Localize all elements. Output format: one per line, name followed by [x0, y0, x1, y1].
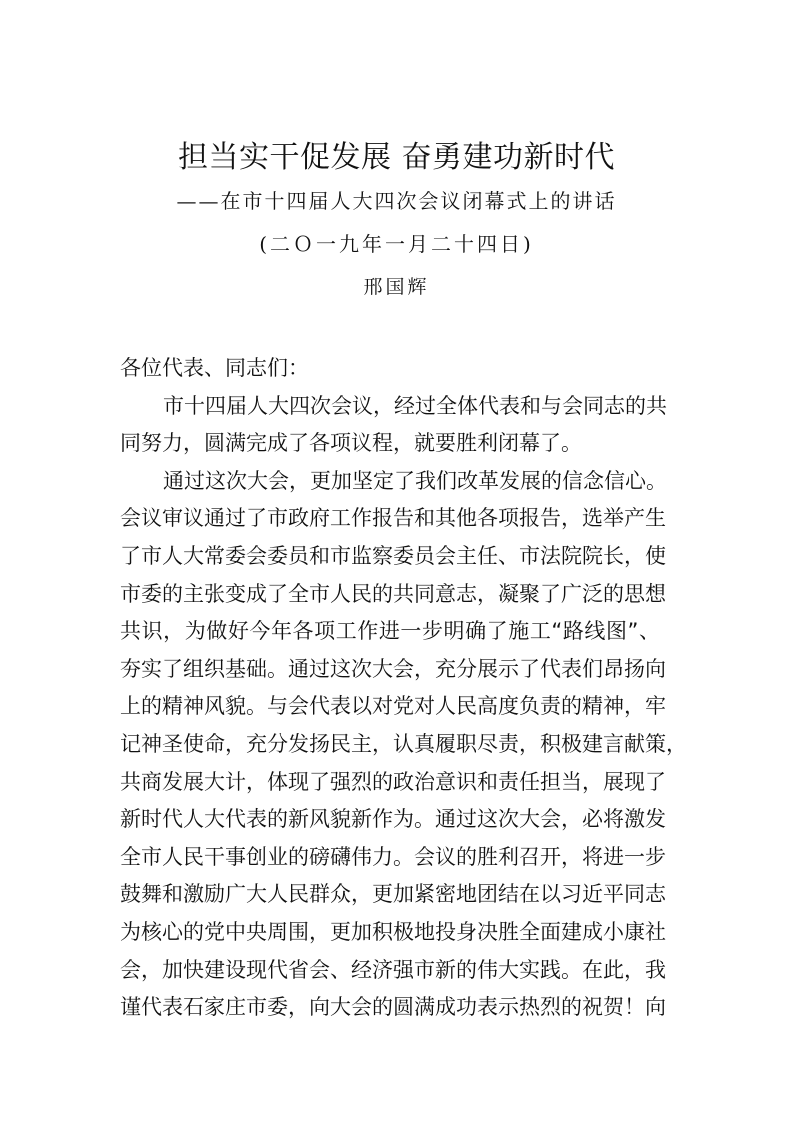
document-author: 邢国辉	[363, 276, 430, 298]
paragraph-line: 谨代表石家庄市委，向大会的圆满成功表示热烈的祝贺！向	[120, 995, 666, 1020]
paragraph-line: 记神圣使命，充分发扬民主，认真履职尽责，积极建言献策，	[120, 731, 687, 756]
paragraph-line: 会议审议通过了市政府工作报告和其他各项报告，选举产生	[120, 506, 666, 531]
paragraph-line: 共商发展大计，体现了强烈的政治意识和责任担当，展现了	[120, 769, 666, 794]
paragraph-line: 同努力，圆满完成了各项议程，就要胜利闭幕了。	[120, 431, 582, 456]
document-body	[120, 350, 687, 1027]
paragraph-2	[120, 463, 687, 1027]
paragraph-line: 全市人民干事创业的磅礴伟力。会议的胜利召开，将进一步	[120, 844, 666, 869]
paragraph-line: 共识，为做好今年各项工作进一步明确了施工“路线图”、	[120, 619, 660, 644]
paragraph-line: 新时代人大代表的新风貌新作为。通过这次大会，必将激发	[120, 807, 666, 832]
paragraph-line: 为核心的党中央周围，更加积极地投身决胜全面建成小康社	[120, 919, 666, 944]
paragraph-line: 通过这次大会，更加坚定了我们改革发展的信念信心。	[163, 468, 667, 493]
paragraph-line: 上的精神风貌。与会代表以对党对人民高度负责的精神，牢	[120, 694, 666, 719]
paragraph-line: 了市人大常委会委员和市监察委员会主任、市法院院长，使	[120, 543, 666, 568]
document-subtitle: ——在市十四届人大四次会议闭幕式上的讲话	[176, 189, 617, 213]
paragraph-line: 会，加快建设现代省会、经济强市新的伟大实践。在此，我	[120, 957, 666, 982]
paragraph-1	[120, 388, 667, 463]
paragraph-line: 市委的主张变成了全市人民的共同意志，凝聚了广泛的思想	[120, 581, 666, 606]
paragraph-line: 夯实了组织基础。通过这次大会，充分展示了代表们昂扬向	[120, 656, 666, 681]
paragraph-line: 鼓舞和激励广大人民群众，更加紧密地团结在以习近平同志	[120, 882, 666, 907]
document-date: (二Ｏ一九年一月二十四日)	[259, 232, 534, 256]
salutation: 各位代表、同志们：	[120, 356, 309, 380]
document-title: 担当实干促发展 奋勇建功新时代	[177, 140, 616, 175]
paragraph-line: 市十四届人大四次会议，经过全体代表和与会同志的共	[163, 393, 667, 418]
